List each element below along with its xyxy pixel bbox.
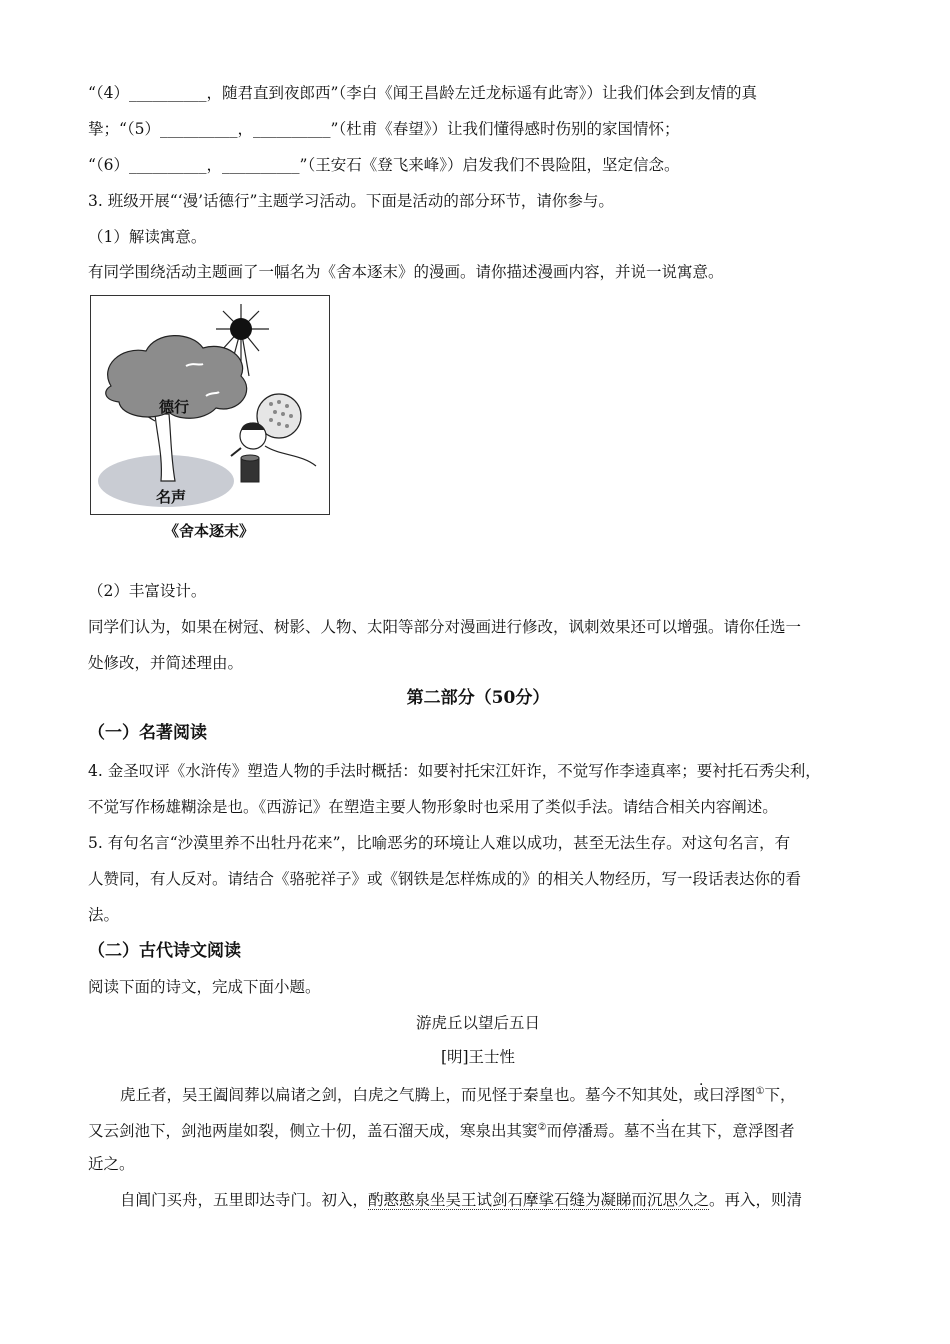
essay-paragraph-1-line-2: 又云剑池下，剑池两崖如裂，侧立十仞，盖石溜天成，寒泉出其窦②而停潘焉。墓不当在其下，意浮图者: [88, 1122, 795, 1141]
footnote-marker-2: ②: [537, 1122, 547, 1133]
essay-author: [明]王士性: [440, 1048, 516, 1066]
poem-fill-line-1: “（4）__________，随君直到夜郎西”（李白《闻王昌龄左迁龙标遥有此寄》）让我们体会到友情的真: [88, 84, 757, 102]
essay-paragraph-1-line-1: 虎丘者，吴王阖闾葬以扁诸之剑，白虎之气腾上，而见怪于秦皇也。墓今不知其处，或曰浮图①下，: [120, 1086, 796, 1105]
cartoon-image: [90, 295, 330, 515]
sub-question-1: （1）解读寓意。: [88, 228, 207, 246]
sub-question-2-text-1: 同学们认为，如果在树冠、树影、人物、太阳等部分对漫画进行修改，讽刺效果还可以增强。请你任选一: [88, 618, 802, 636]
cartoon-drawing: [91, 296, 329, 514]
part-two-heading: 第二部分（50分）: [406, 688, 550, 708]
sun-icon: [230, 318, 252, 340]
footnote-marker-1: ①: [755, 1086, 765, 1097]
poem-fill-line-3: “（6）__________，__________”（王安石《登飞来峰》）启发我们不畏险阻，坚定信念。: [88, 156, 680, 174]
sub-question-2: （2）丰富设计。: [88, 582, 207, 600]
sub-question-2-text-2: 处修改，并简述理由。: [88, 654, 244, 672]
question-5-line-2: 人赞同，有人反对。请结合《骆驼祥子》或《钢铁是怎样炼成的》的相关人物经历，写一段话表达你的看: [88, 870, 802, 888]
sub-question-1-text: 有同学围绕活动主题画了一幅名为《舍本逐末》的漫画。请你描述漫画内容，并说一说寓意。: [88, 263, 724, 281]
shadow-label: 名声: [156, 488, 187, 506]
question-5-line-3: 法。: [88, 906, 120, 924]
dotted-word-huo: 或: [693, 1086, 710, 1105]
reading-intro: 阅读下面的诗文，完成下面小题。: [88, 978, 321, 996]
cartoon-caption: 《舍本逐末》: [163, 522, 254, 540]
canopy-label: 德行: [159, 398, 190, 416]
dotted-word-dang: 当: [655, 1122, 671, 1141]
section-heading-classics: （一）名著阅读: [88, 723, 207, 743]
question-4-line-1: 4. 金圣叹评《水浒传》塑造人物的手法时概括：如要衬托宋江奸诈，不觉写作李逵真率；要衬托石秀尖利，: [88, 762, 821, 780]
question-5-line-1: 5. 有句名言“沙漠里养不出牡丹花来”，比喻恶劣的环境让人难以成功，甚至无法生存。对这句名言，有: [88, 834, 791, 852]
section-heading-ancient: （二）古代诗文阅读: [88, 941, 241, 961]
poem-fill-line-2: 挚；“（5）__________，__________”（杜甫《春望》）让我们懂得感时伤别的家国情怀；: [88, 120, 680, 138]
question-3: 3. 班级开展“‘漫’话德行”主题学习活动。下面是活动的部分环节，请你参与。: [88, 192, 614, 210]
essay-paragraph-2-line-1: 自阊门买舟，五里即达寺门。初入，酌憨憨泉坐吴王试剑石摩挲石缝为凝睇而沉思久之。再入，则清: [120, 1191, 803, 1209]
essay-title: 游虎丘以望后五日: [415, 1014, 540, 1032]
underlined-sentence: 酌憨憨泉坐吴王试剑石摩挲石缝为凝睇而沉思久之: [368, 1191, 710, 1209]
question-4-line-2: 不觉写作杨雄糊涂是也。《西游记》在塑造主要人物形象时也采用了类似手法。请结合相关内容阐述。: [88, 798, 778, 816]
essay-paragraph-1-line-3: 近之。: [88, 1155, 135, 1173]
